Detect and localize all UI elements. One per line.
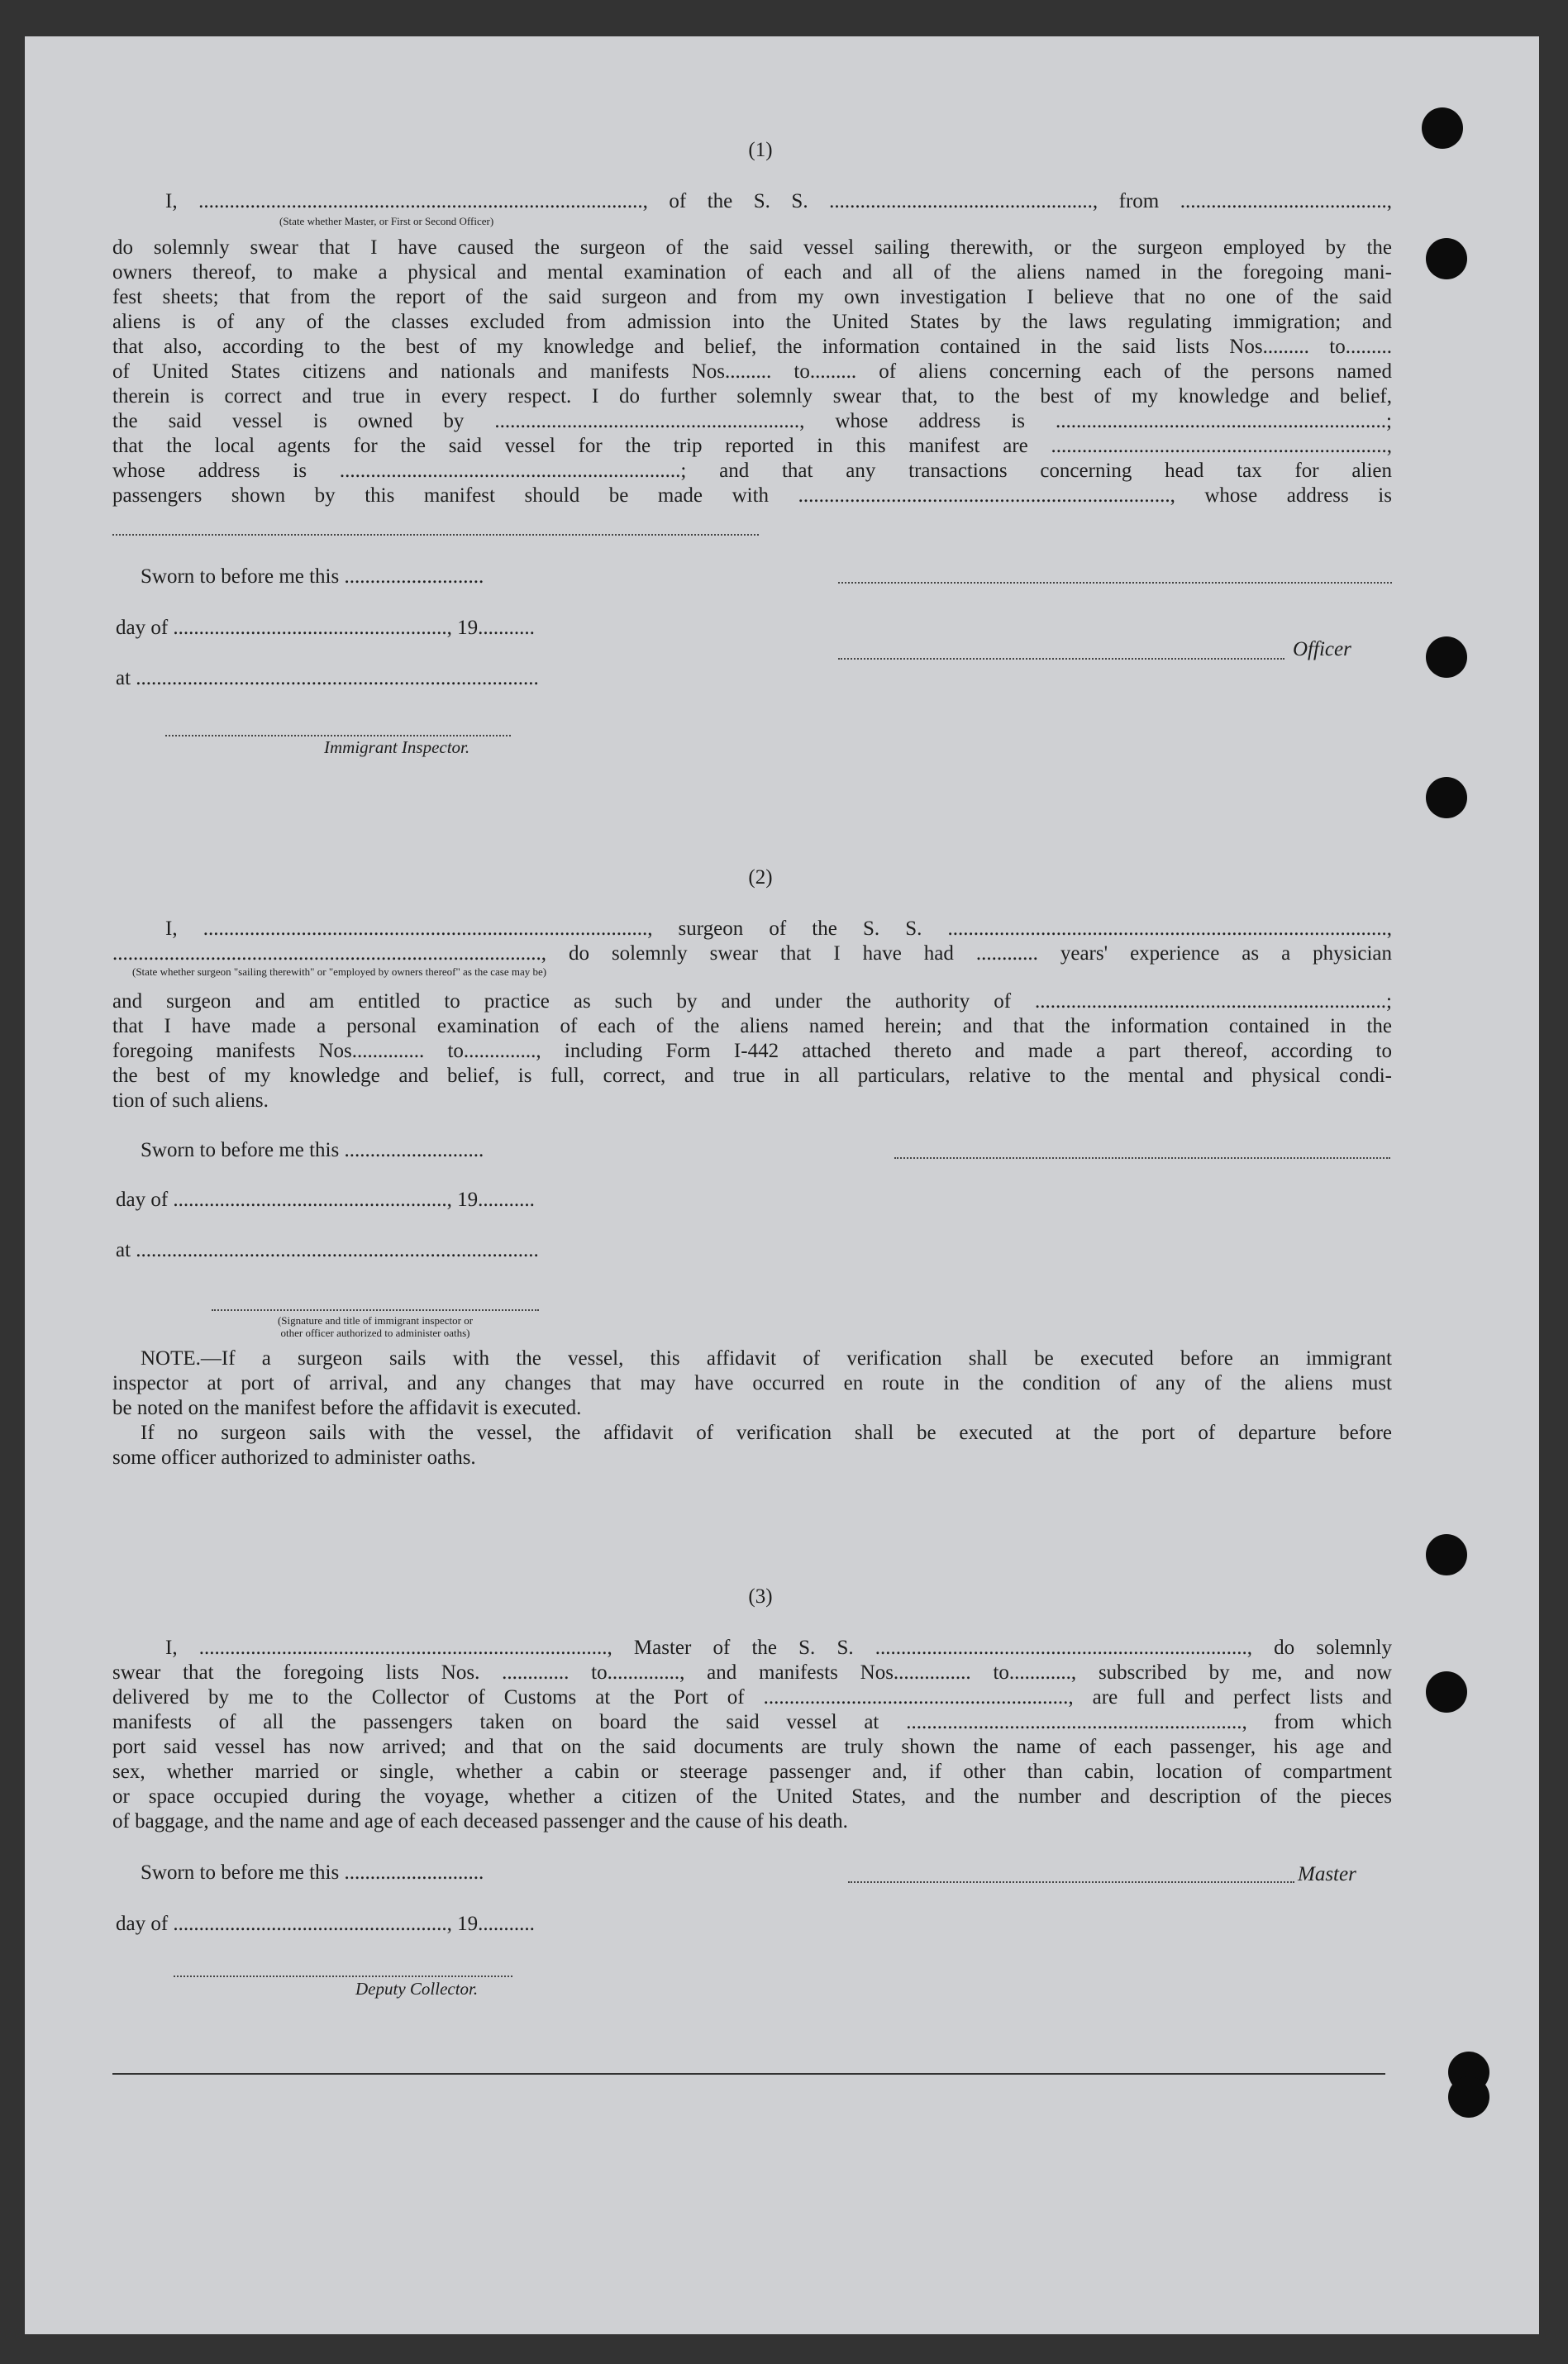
note-line: If no surgeon sails with the vessel, the affidavit of verification shall be executed at the port of departure before (141, 1422, 1392, 1444)
affidavit-line: I, ......................................................................................, of the S. S. ..................................................., from ........................................, (165, 190, 1392, 212)
signature-caption: (Signature and title of immigrant inspector or (277, 1314, 474, 1327)
officer-label: Officer (1293, 638, 1351, 660)
paragraph-line: owners thereof, to make a physical and mental examination of each and all of the aliens named in the foregoing mani- (112, 261, 1392, 284)
paragraph-line: foregoing manifests Nos.............. to.............., including Form I-442 attached thereto and made a part thereof, according to (112, 1040, 1392, 1062)
paragraph-line: therein is correct and true in every respect. I do further solemnly swear that, to the best of my knowledge and belief, (112, 385, 1392, 408)
blank-line (112, 534, 759, 536)
paragraph-line: do solemnly swear that I have caused the surgeon of the said vessel sailing therewith, or the surgeon employed by the (112, 236, 1392, 259)
field-caption: (State whether surgeon "sailing therewith" or "employed by owners thereof" as the case may be) (132, 965, 547, 978)
note-line: NOTE.—If a surgeon sails with the vessel, this affidavit of verification shall be executed before an immigrant (141, 1347, 1392, 1370)
paragraph-line: whose address is ..................................................................; and that any transactions concerning head tax for alien (112, 460, 1392, 482)
paragraph-line: sex, whether married or single, whether a cabin or steerage passenger and, if other than cabin, location of compartment (112, 1761, 1392, 1783)
punch-hole (1426, 1671, 1467, 1713)
punch-hole (1448, 2076, 1489, 2118)
inspector-label: Immigrant Inspector. (324, 737, 470, 757)
field-caption: (State whether Master, or First or Second Officer) (279, 215, 494, 227)
punch-hole (1426, 777, 1467, 818)
signature-caption: other officer authorized to administer oaths) (280, 1327, 470, 1339)
paragraph-line: swear that the foregoing lists Nos. ............. to.............., and manifests Nos............... to............, subscribed by me, and now (112, 1661, 1392, 1684)
paragraph-line: fest sheets; that from the report of the said surgeon and from my own investigation I believe that no one of the said (112, 286, 1392, 308)
collector-label: Deputy Collector. (355, 1979, 479, 1999)
witness-signature-line (212, 1309, 539, 1311)
note-line: some officer authorized to administer oaths. (112, 1447, 476, 1469)
officer-signature-line (838, 658, 1284, 660)
note-line: inspector at port of arrival, and any changes that may have occurred en route in the condition of any of the aliens must (112, 1372, 1392, 1394)
day-line: day of ....................................................., 19........... (116, 1189, 535, 1211)
punch-hole (1426, 1534, 1467, 1575)
paragraph-line: the best of my knowledge and belief, is full, correct, and true in all particulars, relative to the mental and physical condi- (112, 1065, 1392, 1087)
affidavit-line: I, ......................................................................................, surgeon of the S. S. ....................................................................................., (165, 917, 1392, 940)
affidavit-line: ..................................................................................., do solemnly swear that I have had ............ years' experience as a physician (112, 942, 1392, 965)
sworn-line: Sworn to before me this ........................... (141, 565, 484, 588)
paragraph-line: that also, according to the best of my knowledge and belief, the information contained in the said lists Nos......... to......... (112, 336, 1392, 358)
day-line: day of ....................................................., 19........... (116, 1913, 535, 1935)
collector-signature-line (174, 1976, 512, 1977)
at-line: at .............................................................................. (116, 667, 539, 689)
bottom-rule (112, 2073, 1385, 2075)
paragraph-line: of United States citizens and nationals and manifests Nos......... to......... of aliens concerning each of the persons named (112, 360, 1392, 383)
paragraph-line: that I have made a personal examination of each of the aliens named herein; and that the information contained in the (112, 1015, 1392, 1037)
at-line: at .............................................................................. (116, 1239, 539, 1261)
paragraph-line: aliens is of any of the classes excluded from admission into the United States by the laws regulating immigration; and (112, 311, 1392, 333)
paragraph-line: or space occupied during the voyage, whether a citizen of the United States, and the number and description of the pieces (112, 1785, 1392, 1808)
paragraph-line: port said vessel has now arrived; and that on the said documents are truly shown the name of each passenger, his age and (112, 1736, 1392, 1758)
paragraph-line: I, ..............................................................................., Master of the S. S. ........................................................................, do solemnly (165, 1637, 1392, 1659)
paragraph-line: the said vessel is owned by ..........................................................., whose address is ................................................................; (112, 410, 1392, 432)
paragraph-line: that the local agents for the said vessel for the trip reported in this manifest are ................................................................., (112, 435, 1392, 457)
paragraph-line: delivered by me to the Collector of Customs at the Port of ..........................................................., are full and perfect lists and (112, 1686, 1392, 1709)
paragraph-line: passengers shown by this manifest should be made with ........................................................................, whose address is (112, 484, 1392, 507)
day-line: day of ....................................................., 19........... (116, 617, 535, 639)
paragraph-line: manifests of all the passengers taken on board the said vessel at ................................................................., from which (112, 1711, 1392, 1733)
section-number: (3) (748, 1585, 773, 1608)
paragraph-line: of baggage, and the name and age of each deceased passenger and the cause of his death. (112, 1810, 848, 1833)
paragraph-line: tion of such aliens. (112, 1089, 269, 1112)
inspector-signature-line (165, 735, 511, 736)
document-page (25, 36, 1539, 2334)
punch-hole (1426, 238, 1467, 279)
paragraph-line: and surgeon and am entitled to practice as such by and under the authority of ....................................................................; (112, 990, 1392, 1013)
section-number: (1) (748, 139, 773, 161)
signature-line (838, 582, 1392, 584)
master-label: Master (1298, 1863, 1356, 1885)
sworn-line: Sworn to before me this ........................... (141, 1861, 484, 1884)
sworn-line: Sworn to before me this ........................... (141, 1139, 484, 1161)
punch-hole (1426, 636, 1467, 678)
punch-hole (1422, 107, 1463, 149)
master-signature-line (848, 1881, 1294, 1883)
surgeon-signature-line (894, 1157, 1390, 1159)
section-number: (2) (748, 866, 773, 889)
note-line: be noted on the manifest before the affidavit is executed. (112, 1397, 582, 1419)
